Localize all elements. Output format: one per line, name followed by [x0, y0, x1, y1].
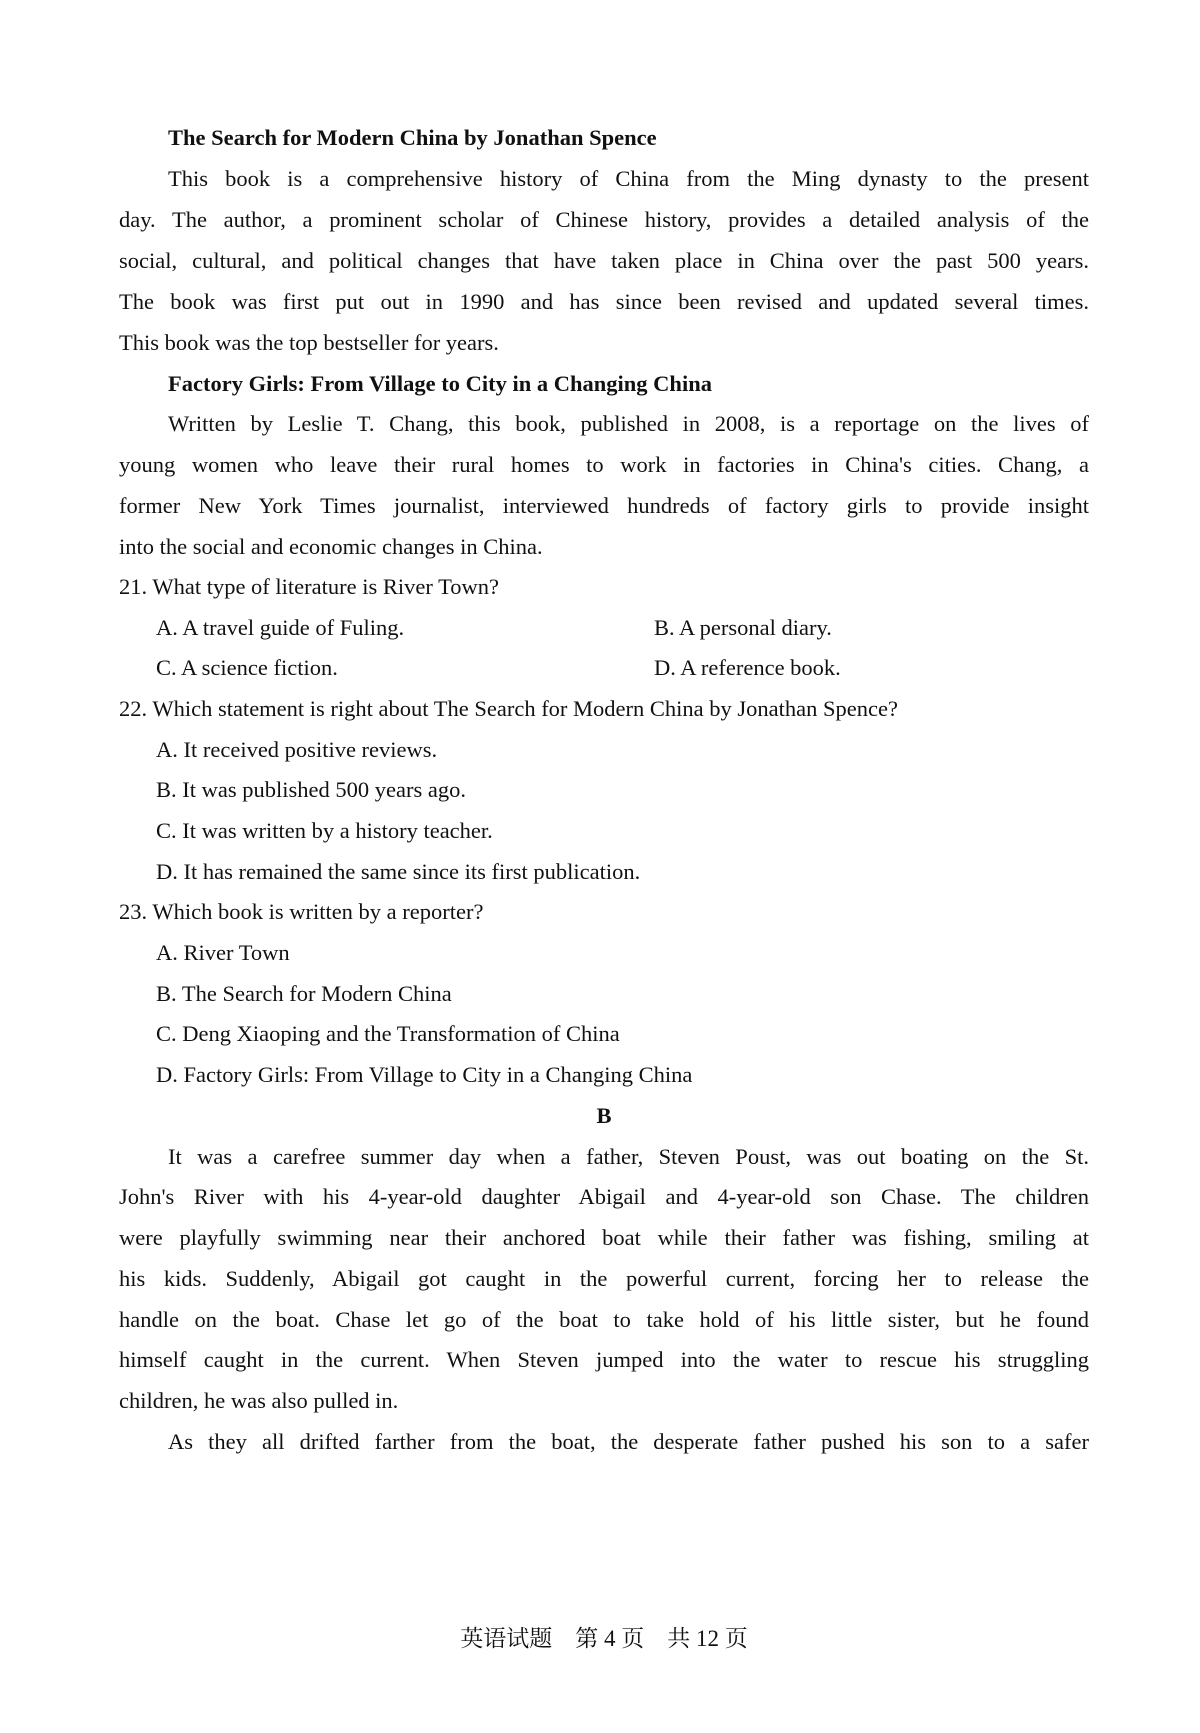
paragraph-line: social, cultural, and political changes that have taken place in China over the past 500 years.	[119, 248, 1089, 273]
paragraph-line: This book was the top bestseller for years.	[119, 330, 499, 355]
paragraph-line: his kids. Suddenly, Abigail got caught in the powerful current, forcing her to release the	[119, 1266, 1089, 1291]
option-text: C. A science fiction.	[156, 655, 338, 680]
question-23-option-d: D. Factory Girls: From Village to City in a Changing China	[156, 1062, 693, 1087]
question-21-option-d: D. A reference book.	[654, 655, 841, 680]
paragraph-line: As they all drifted farther from the boat, the desperate father pushed his son to a safer	[168, 1429, 1089, 1454]
question-21-option-b: B. A personal diary.	[654, 615, 832, 640]
question-21-option-d-row	[119, 645, 1089, 690]
paragraph-line: handle on the boat. Chase let go of the boat to take hold of his little sister, but he found	[119, 1307, 1089, 1332]
page-footer: 英语试题 第 4 页 共 12 页	[460, 1626, 748, 1651]
paragraph-line: were playfully swimming near their anchored boat while their father was fishing, smiling at	[119, 1225, 1089, 1250]
paragraph-line: day. The author, a prominent scholar of Chinese history, provides a detailed analysis of the	[119, 207, 1089, 232]
question-21-stem: 21. What type of literature is River Town?	[119, 574, 499, 599]
question-22-option-a: A. It received positive reviews.	[156, 737, 438, 762]
paragraph-line: The book was first put out in 1990 and has since been revised and updated several times.	[119, 289, 1089, 314]
paragraph-line: himself caught in the current. When Steven jumped into the water to rescue his struggling	[119, 1347, 1089, 1372]
paragraph-line: This book is a comprehensive history of China from the Ming dynasty to the present	[168, 166, 1089, 191]
section-b-heading: B	[596, 1103, 612, 1128]
question-22-option-b: B. It was published 500 years ago.	[156, 777, 466, 802]
paragraph-line: John's River with his 4-year-old daughter Abigail and 4-year-old son Chase. The children	[119, 1184, 1089, 1209]
paragraph-line: into the social and economic changes in China.	[119, 534, 543, 559]
question-21-option-b-row	[119, 605, 1089, 650]
book-title-factory-girls: Factory Girls: From Village to City in a Changing China	[168, 371, 712, 396]
question-22-stem: 22. Which statement is right about The Search for Modern China by Jonathan Spence?	[119, 696, 898, 721]
paragraph-line: former New York Times journalist, interviewed hundreds of factory girls to provide insight	[119, 493, 1089, 518]
question-23-option-b: B. The Search for Modern China	[156, 981, 452, 1006]
question-23-option-c: C. Deng Xiaoping and the Transformation of China	[156, 1021, 620, 1046]
paragraph-line: children, he was also pulled in.	[119, 1388, 399, 1413]
book-title-search-for-modern-china: The Search for Modern China by Jonathan Spence	[168, 125, 657, 150]
question-23-stem: 23. Which book is written by a reporter?	[119, 899, 484, 924]
paragraph-line: Written by Leslie T. Chang, this book, published in 2008, is a reportage on the lives of	[168, 411, 1089, 436]
question-23-option-a: A. River Town	[156, 940, 290, 965]
exam-page	[119, 0, 1089, 1733]
paragraph-line: young women who leave their rural homes to work in factories in China's cities. Chang, a	[119, 452, 1089, 477]
question-22-option-d: D. It has remained the same since its first publication.	[156, 859, 641, 884]
question-22-option-c: C. It was written by a history teacher.	[156, 818, 493, 843]
paragraph-line: It was a carefree summer day when a father, Steven Poust, was out boating on the St.	[168, 1144, 1089, 1169]
option-text: A. A travel guide of Fuling.	[156, 615, 405, 640]
